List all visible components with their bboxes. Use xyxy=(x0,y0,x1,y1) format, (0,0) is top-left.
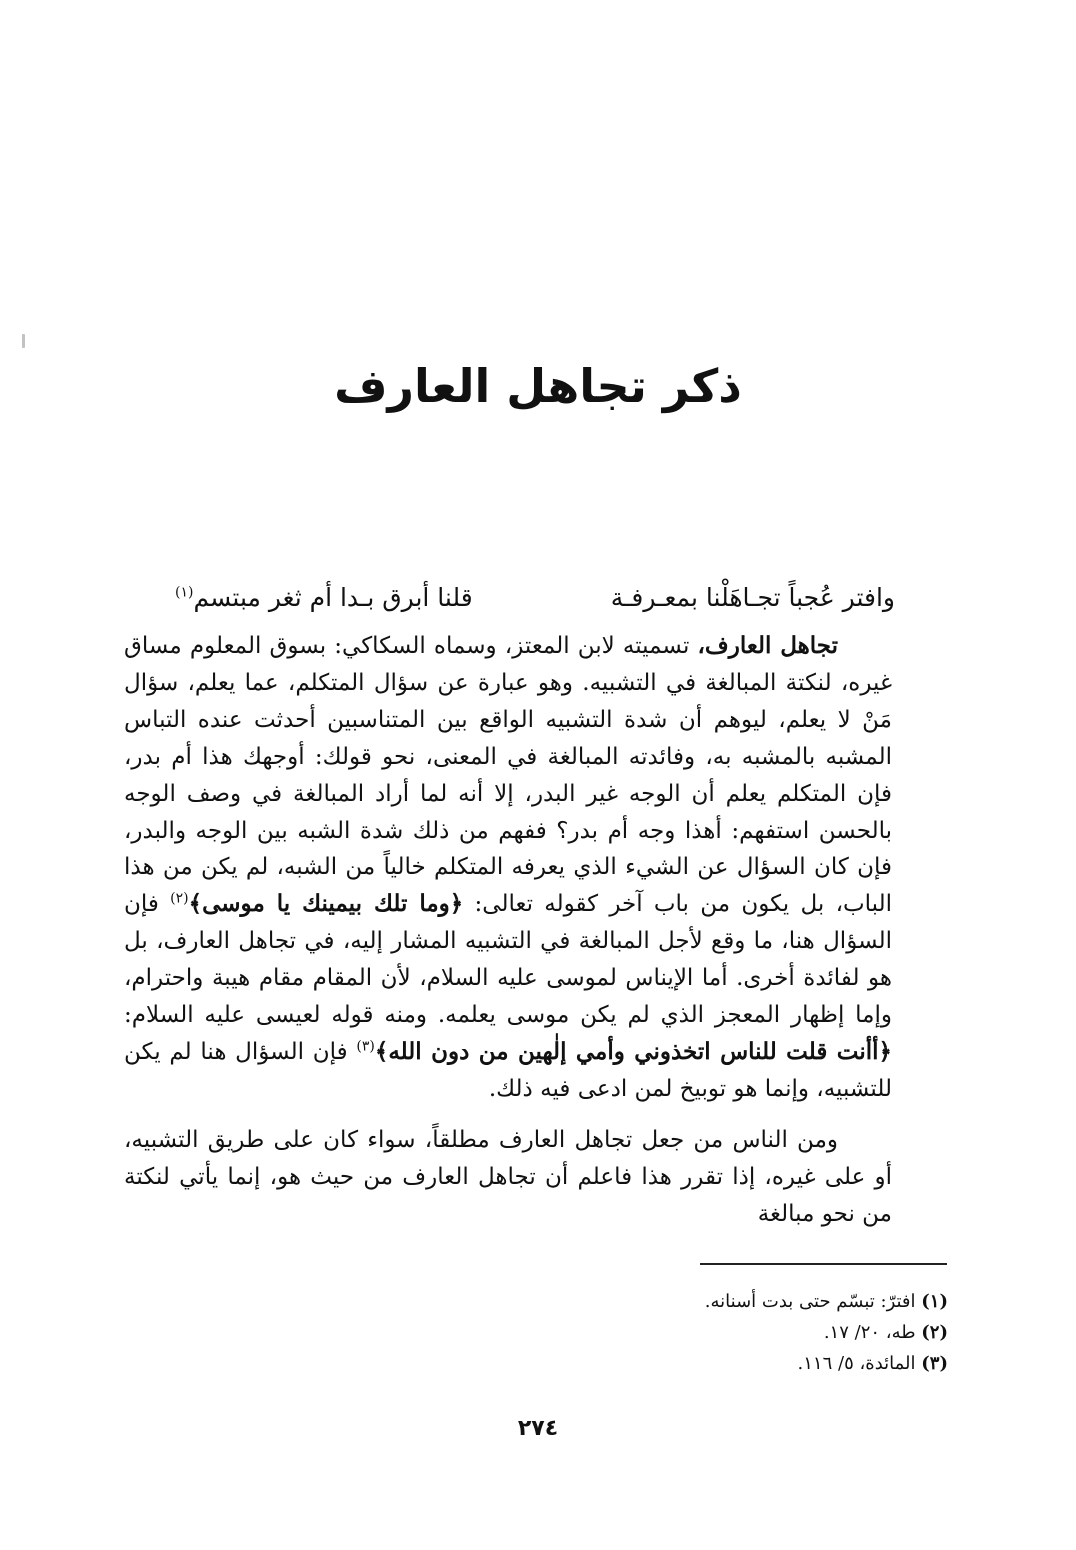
paragraph: ومن الناس من جعل تجاهل العارف مطلقاً، سواء كان على طريق التشبيه، أو على غيره، إذا تقرر هذا فاعلم أن تجاهل العارف من حيث هو، إنما يأتي لنكتة من نحو مبالغة xyxy=(124,1126,892,1227)
page-number: ٢٧٤ xyxy=(517,1416,559,1441)
verse-hemistich-second: وافتر عُجباً تجـاهَلْنا بمعـرفـة xyxy=(610,583,895,612)
footnote-number: (٢) xyxy=(921,1322,948,1343)
quran-quote: ﴿أأنت قلت للناس اتخذوني وأمي إلٰهين من دون الله﴾ xyxy=(374,1037,892,1065)
verse-hemistich-first xyxy=(175,578,473,618)
text-run: فإن السؤال هنا، ما وقع لأجل المبالغة في التشبيه المشار إليه، في تجاهل العارف، بل هو لفائدة أخرى. أما الإيناس لموسى عليه السلام، لأن المقام مقام هيبة واحترام، وإما إظهار المعجز الذي لم يكن موسى يعلمه. ومنه قوله لعيسى عليه السلام: xyxy=(124,891,892,1029)
footnote xyxy=(448,1286,948,1317)
footnote xyxy=(448,1317,948,1348)
chapter-title: ذكر تجاهل العارف xyxy=(334,359,742,413)
footnote-number: (١) xyxy=(921,1291,948,1312)
main-text xyxy=(124,628,892,1233)
footnote-text: افترّ: تبسّم حتى بدت أسنانه. xyxy=(704,1291,922,1312)
footnote-divider xyxy=(700,1263,947,1265)
text-run: تسميته لابن المعتز، وسماه السكاكي: بسوق المعلوم مساق غيره، لنكتة المبالغة في التشبيه. وهو عبارة عن سؤال المتكلم، عما يعلم، سؤال مَنْ لا يعلم، ليوهم أن شدة التشبيه الواقع بين المتناسبين أحدثت عنده التباس المشبه بالمشبه به، وفائدته المبالغة في المعنى، نحو قولك: أوجهك هذا أم بدر، فإن المتكلم يعلم أن الوجه غير البدر، إلا أنه لما أراد المبالغة في وصف الوجه بالحسن استفهم: أهذا وجه أم بدر؟ ففهم من ذلك شدة الشبه بين الوجه والبدر، فإن كان السؤال عن الشيء الذي يعرفه المتكلم خالياً من الشبه، لم يكن من هذا الباب، بل يكون من باب آخر كقوله تعالى: xyxy=(124,633,892,918)
footnote-text: المائدة، ٥/ ١١٦. xyxy=(797,1353,922,1374)
footnote-marker: (٣) xyxy=(356,1038,375,1055)
footnote xyxy=(448,1348,948,1379)
footnote-marker: (١) xyxy=(175,584,194,601)
footnote-number: (٣) xyxy=(921,1353,948,1374)
footnote-marker: (٢) xyxy=(170,890,189,907)
quran-quote: ﴿وما تلك بيمينك يا موسى﴾ xyxy=(188,890,464,918)
paragraph xyxy=(124,628,892,1108)
text-run: فإن السؤال هنا لم يكن للتشبيه، وإنما هو توبيخ لمن ادعى فيه ذلك. xyxy=(124,1038,892,1102)
verse-hemistich-first-text: قلنا أبرق بـدا أم ثغر مبتسم xyxy=(193,583,473,612)
footnote-text: طه، ٢٠/ ١٧. xyxy=(823,1322,922,1343)
term-heading: تجاهل العارف، xyxy=(697,632,838,659)
scan-speck xyxy=(22,334,25,348)
footnotes xyxy=(448,1286,948,1379)
poetry-verse xyxy=(175,578,895,618)
